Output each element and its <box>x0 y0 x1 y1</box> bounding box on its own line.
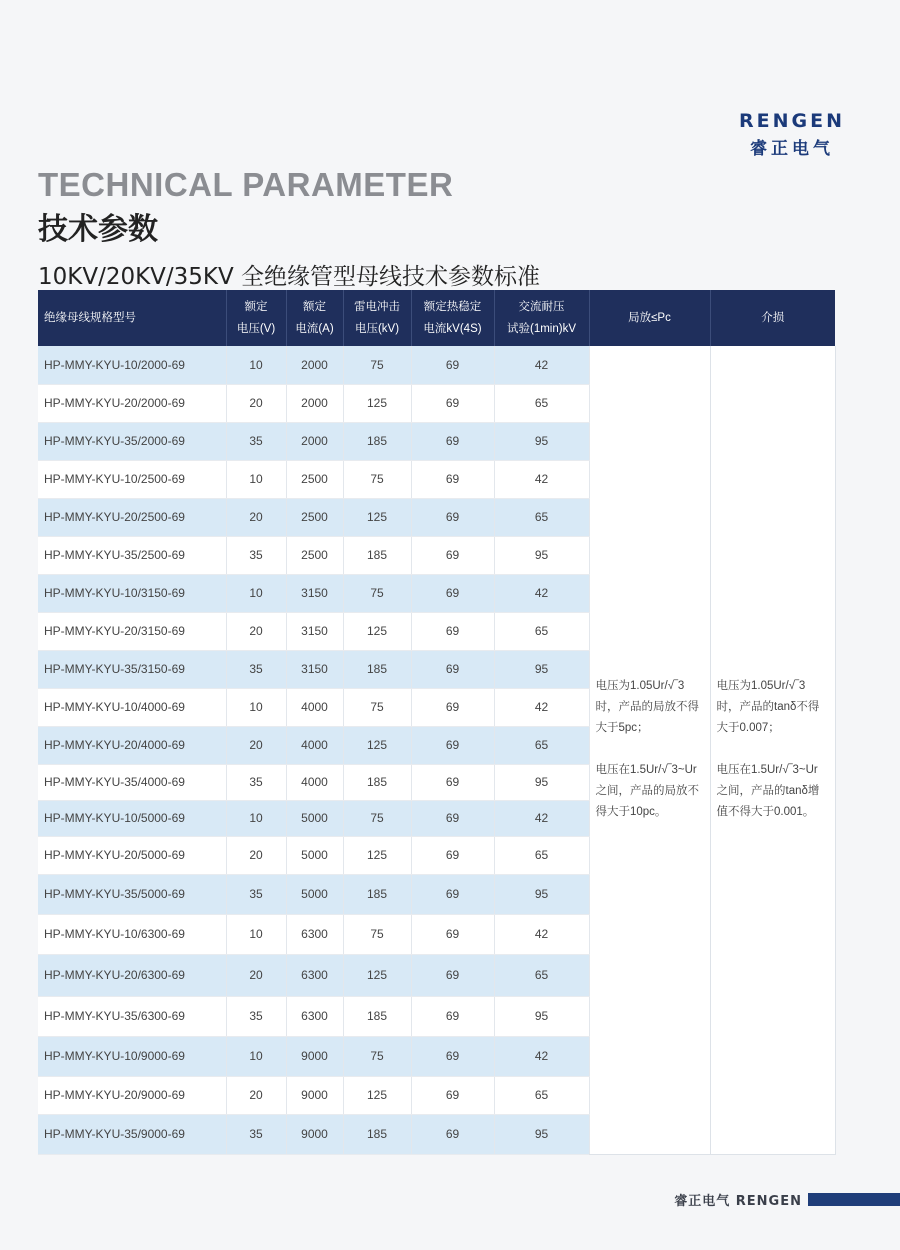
value-cell: 69 <box>411 954 494 996</box>
value-cell: 95 <box>494 996 589 1036</box>
value-cell: 125 <box>343 498 411 536</box>
model-cell: HP-MMY-KYU-35/5000-69 <box>38 874 226 914</box>
parameter-table <box>38 290 836 1155</box>
value-cell: 69 <box>411 874 494 914</box>
value-cell: 185 <box>343 536 411 574</box>
value-cell: 69 <box>411 574 494 612</box>
value-cell: 69 <box>411 836 494 874</box>
value-cell: 2000 <box>286 422 343 460</box>
value-cell: 5000 <box>286 800 343 836</box>
value-cell: 69 <box>411 650 494 688</box>
value-cell: 10 <box>226 914 286 954</box>
model-cell: HP-MMY-KYU-20/4000-69 <box>38 726 226 764</box>
value-cell: 6300 <box>286 954 343 996</box>
value-cell: 42 <box>494 800 589 836</box>
model-cell: HP-MMY-KYU-10/3150-69 <box>38 574 226 612</box>
value-cell: 3150 <box>286 574 343 612</box>
model-cell: HP-MMY-KYU-35/4000-69 <box>38 764 226 800</box>
value-cell: 35 <box>226 422 286 460</box>
value-cell: 42 <box>494 688 589 726</box>
brand-logo <box>739 110 845 159</box>
value-cell: 42 <box>494 460 589 498</box>
value-cell: 69 <box>411 422 494 460</box>
value-cell: 125 <box>343 612 411 650</box>
model-cell: HP-MMY-KYU-20/3150-69 <box>38 612 226 650</box>
value-cell: 35 <box>226 764 286 800</box>
value-cell: 65 <box>494 612 589 650</box>
value-cell: 69 <box>411 384 494 422</box>
column-header: 局放≤Pc <box>589 290 710 346</box>
model-cell: HP-MMY-KYU-20/6300-69 <box>38 954 226 996</box>
value-cell: 20 <box>226 384 286 422</box>
value-cell: 75 <box>343 574 411 612</box>
value-cell: 2000 <box>286 384 343 422</box>
value-cell: 69 <box>411 346 494 384</box>
value-cell: 95 <box>494 874 589 914</box>
value-cell: 20 <box>226 954 286 996</box>
value-cell: 69 <box>411 612 494 650</box>
value-cell: 65 <box>494 384 589 422</box>
table-row <box>38 346 835 384</box>
value-cell: 95 <box>494 764 589 800</box>
column-header: 雷电冲击 电压(kV) <box>343 290 411 346</box>
model-cell: HP-MMY-KYU-35/2500-69 <box>38 536 226 574</box>
value-cell: 42 <box>494 574 589 612</box>
value-cell: 10 <box>226 460 286 498</box>
value-cell: 125 <box>343 954 411 996</box>
model-cell: HP-MMY-KYU-10/2000-69 <box>38 346 226 384</box>
brand-name-en: RENGEN <box>739 110 845 132</box>
value-cell: 69 <box>411 460 494 498</box>
value-cell: 35 <box>226 1114 286 1154</box>
value-cell: 10 <box>226 346 286 384</box>
footer-brand: 睿正电气 RENGEN <box>674 1194 802 1209</box>
page-title-en: TECHNICAL PARAMETER <box>38 166 454 203</box>
value-cell: 42 <box>494 1036 589 1076</box>
model-cell: HP-MMY-KYU-10/2500-69 <box>38 460 226 498</box>
value-cell: 10 <box>226 574 286 612</box>
value-cell: 10 <box>226 688 286 726</box>
model-cell: HP-MMY-KYU-20/2500-69 <box>38 498 226 536</box>
value-cell: 20 <box>226 1076 286 1114</box>
value-cell: 20 <box>226 836 286 874</box>
value-cell: 125 <box>343 836 411 874</box>
value-cell: 65 <box>494 498 589 536</box>
value-cell: 185 <box>343 422 411 460</box>
column-header: 绝缘母线规格型号 <box>38 290 226 346</box>
value-cell: 75 <box>343 460 411 498</box>
value-cell: 69 <box>411 764 494 800</box>
value-cell: 75 <box>343 688 411 726</box>
value-cell: 185 <box>343 874 411 914</box>
value-cell: 75 <box>343 800 411 836</box>
value-cell: 69 <box>411 1076 494 1114</box>
value-cell: 75 <box>343 914 411 954</box>
value-cell: 125 <box>343 726 411 764</box>
value-cell: 75 <box>343 346 411 384</box>
value-cell: 65 <box>494 836 589 874</box>
value-cell: 95 <box>494 650 589 688</box>
value-cell: 95 <box>494 1114 589 1154</box>
model-cell: HP-MMY-KYU-35/2000-69 <box>38 422 226 460</box>
value-cell: 42 <box>494 346 589 384</box>
model-cell: HP-MMY-KYU-10/9000-69 <box>38 1036 226 1076</box>
value-cell: 75 <box>343 1036 411 1076</box>
value-cell: 185 <box>343 996 411 1036</box>
value-cell: 2500 <box>286 536 343 574</box>
value-cell: 20 <box>226 498 286 536</box>
column-header: 介损 <box>710 290 835 346</box>
value-cell: 65 <box>494 954 589 996</box>
table-subtitle: 10KV/20KV/35KV 全绝缘管型母线技术参数标准 <box>38 264 541 290</box>
value-cell: 69 <box>411 688 494 726</box>
model-cell: HP-MMY-KYU-35/3150-69 <box>38 650 226 688</box>
value-cell: 69 <box>411 800 494 836</box>
value-cell: 95 <box>494 536 589 574</box>
value-cell: 2000 <box>286 346 343 384</box>
page-footer <box>674 1190 900 1209</box>
table-body <box>38 346 835 1154</box>
model-cell: HP-MMY-KYU-20/2000-69 <box>38 384 226 422</box>
value-cell: 69 <box>411 1114 494 1154</box>
value-cell: 9000 <box>286 1036 343 1076</box>
page-title-cn: 技术参数 <box>38 212 158 247</box>
value-cell: 6300 <box>286 914 343 954</box>
value-cell: 10 <box>226 800 286 836</box>
value-cell: 185 <box>343 764 411 800</box>
value-cell: 4000 <box>286 764 343 800</box>
value-cell: 65 <box>494 726 589 764</box>
value-cell: 95 <box>494 422 589 460</box>
value-cell: 69 <box>411 914 494 954</box>
model-cell: HP-MMY-KYU-10/4000-69 <box>38 688 226 726</box>
value-cell: 9000 <box>286 1076 343 1114</box>
value-cell: 9000 <box>286 1114 343 1154</box>
value-cell: 69 <box>411 996 494 1036</box>
value-cell: 35 <box>226 536 286 574</box>
value-cell: 69 <box>411 726 494 764</box>
column-header: 交流耐压 试验(1min)kV <box>494 290 589 346</box>
brand-name-cn: 睿正电气 <box>750 139 834 159</box>
value-cell: 185 <box>343 650 411 688</box>
value-cell: 35 <box>226 996 286 1036</box>
value-cell: 4000 <box>286 688 343 726</box>
value-cell: 185 <box>343 1114 411 1154</box>
value-cell: 4000 <box>286 726 343 764</box>
column-header: 额定热稳定 电流kV(4S) <box>411 290 494 346</box>
partial-discharge-note: 电压为1.05Ur/√‾3 时，产品的局放不得 大于5pc； 电压在1.5Ur/√‾3~Ur 之间，产品的局放不 得大于10pc。 <box>589 346 710 1154</box>
footer-accent-bar <box>808 1193 900 1206</box>
value-cell: 10 <box>226 1036 286 1076</box>
model-cell: HP-MMY-KYU-35/6300-69 <box>38 996 226 1036</box>
value-cell: 5000 <box>286 836 343 874</box>
value-cell: 3150 <box>286 612 343 650</box>
value-cell: 35 <box>226 650 286 688</box>
model-cell: HP-MMY-KYU-10/5000-69 <box>38 800 226 836</box>
value-cell: 6300 <box>286 996 343 1036</box>
value-cell: 2500 <box>286 498 343 536</box>
value-cell: 69 <box>411 536 494 574</box>
model-cell: HP-MMY-KYU-35/9000-69 <box>38 1114 226 1154</box>
value-cell: 5000 <box>286 874 343 914</box>
value-cell: 125 <box>343 384 411 422</box>
value-cell: 69 <box>411 498 494 536</box>
value-cell: 125 <box>343 1076 411 1114</box>
value-cell: 35 <box>226 874 286 914</box>
model-cell: HP-MMY-KYU-10/6300-69 <box>38 914 226 954</box>
value-cell: 20 <box>226 612 286 650</box>
value-cell: 69 <box>411 1036 494 1076</box>
value-cell: 2500 <box>286 460 343 498</box>
value-cell: 3150 <box>286 650 343 688</box>
column-header: 额定 电压(V) <box>226 290 286 346</box>
value-cell: 20 <box>226 726 286 764</box>
table-header-row <box>38 290 835 346</box>
model-cell: HP-MMY-KYU-20/9000-69 <box>38 1076 226 1114</box>
value-cell: 65 <box>494 1076 589 1114</box>
model-cell: HP-MMY-KYU-20/5000-69 <box>38 836 226 874</box>
column-header: 额定 电流(A) <box>286 290 343 346</box>
value-cell: 42 <box>494 914 589 954</box>
dielectric-loss-note: 电压为1.05Ur/√‾3 时，产品的tanδ不得 大于0.007； 电压在1.5Ur/√‾3~Ur 之间，产品的tanδ增 值不得大于0.001。 <box>710 346 835 1154</box>
